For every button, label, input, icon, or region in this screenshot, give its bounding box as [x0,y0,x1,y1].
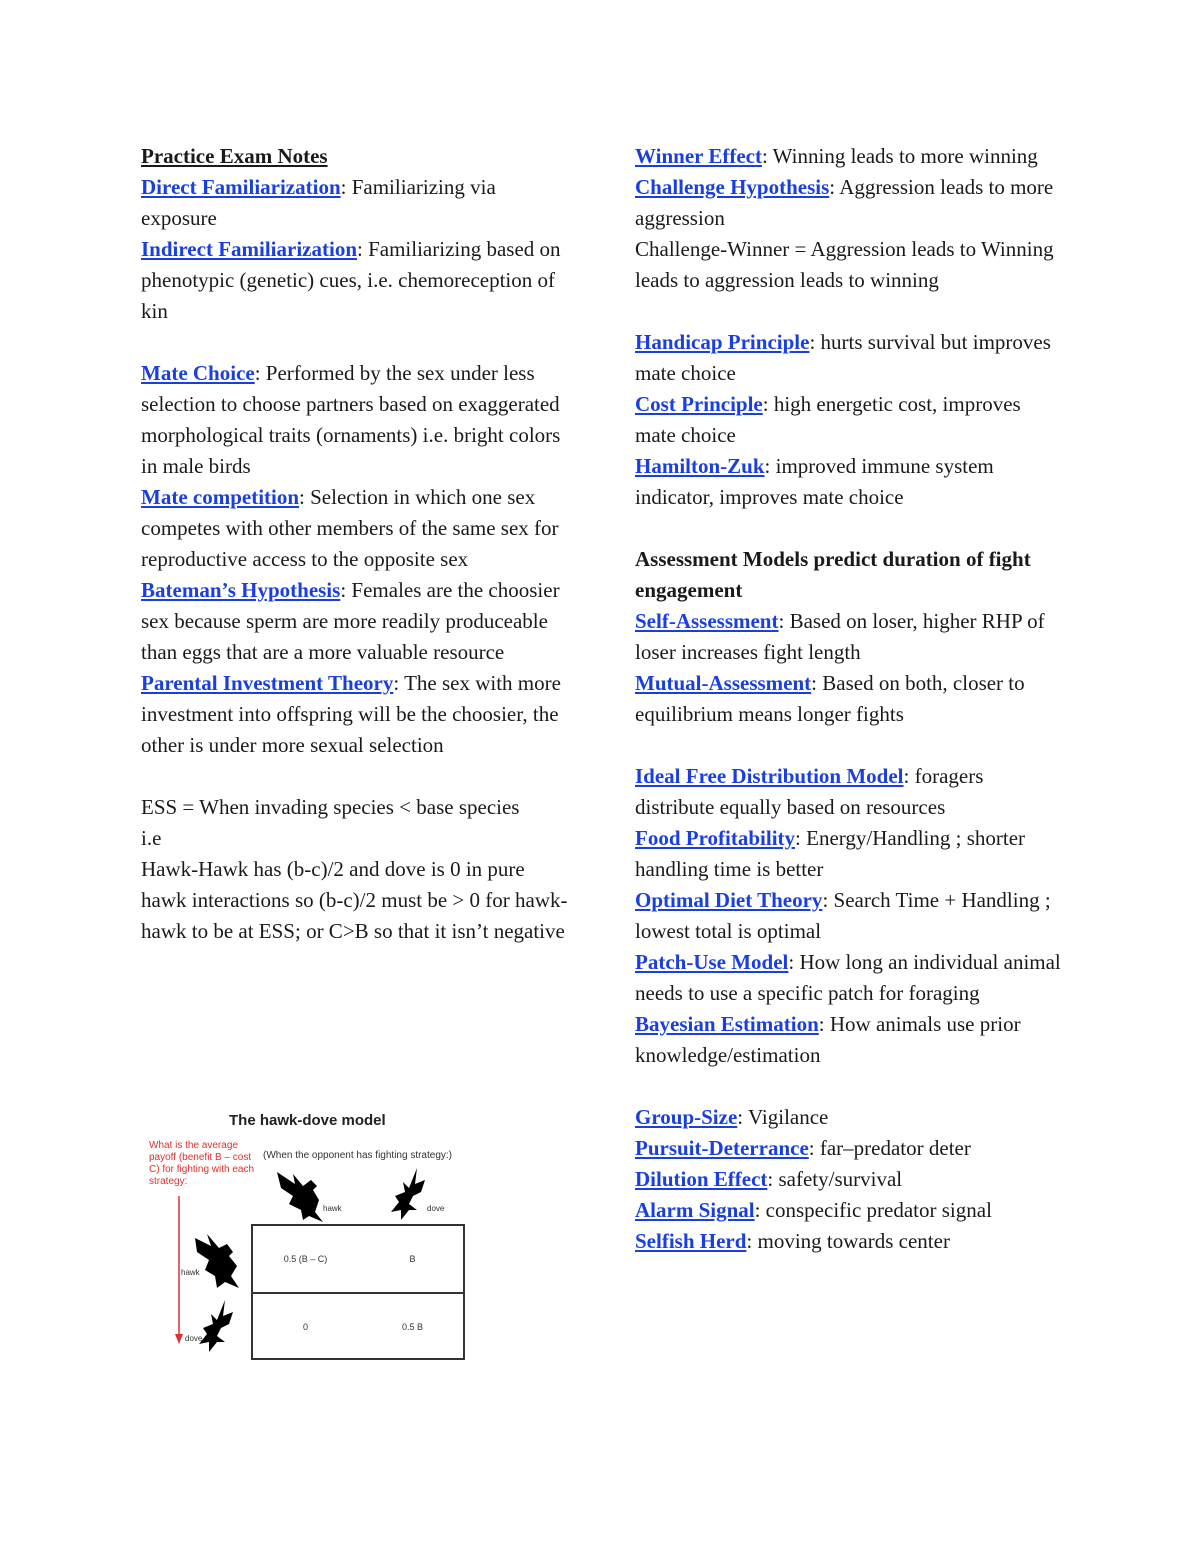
right-column [635,141,1065,1257]
page-title: Practice Exam Notes [141,144,328,168]
definition-entry [635,606,1065,668]
term-link[interactable]: Bayesian Estimation [635,1012,819,1036]
payoff-cell-hawk-dove: B [409,1253,416,1264]
definition-entry [141,575,571,668]
definition-text: : The sex with more investment into offspring will be the choosier, the other is under more sexual selection [141,671,561,757]
definition-entry [141,358,571,482]
definition-entry [635,389,1065,451]
definition-entry [635,327,1065,389]
term-link[interactable]: Selfish Herd [635,1229,747,1253]
definition-text: : Familiarizing based on phenotypic (genetic) cues, i.e. chemoreception of kin [141,237,561,323]
assessment-heading: Assessment Models predict duration of fight engagement [635,547,1031,602]
definition-text: : foragers distribute equally based on resources [635,764,984,819]
payoff-cell-hawk-hawk: 0.5 (B – C) [283,1253,328,1264]
spacer [635,513,1065,544]
definition-entry [141,234,571,327]
definition-entry [635,1102,1065,1133]
definition-entry [635,1226,1065,1257]
definition-entry [635,823,1065,885]
spacer [141,327,571,358]
figure-title: The hawk-dove model [229,1112,386,1129]
ie-text: i.e [141,826,162,850]
term-link[interactable]: Mutual-Assessment [635,671,812,695]
term-link[interactable]: Bateman’s Hypothesis [141,578,341,602]
term-link[interactable]: Mate competition [141,485,300,509]
definition-text: : Energy/Handling ; shorter handling time is better [635,826,1026,881]
definition-entry [635,668,1065,730]
spacer [635,296,1065,327]
dove-label: dove [185,1334,203,1343]
term-link[interactable]: Self-Assessment [635,609,779,633]
challenge-winner-text: Challenge-Winner = Aggression leads to Winning leads to aggression leads to winning [635,237,1054,292]
definition-entry [141,172,571,234]
term-link[interactable]: Parental Investment Theory [141,671,394,695]
term-link[interactable]: Alarm Signal [635,1198,755,1222]
definition-text: : Performed by the sex under less selection to choose partners based on exaggerated morphological traits (ornaments) i.e. bright colors in male birds [141,361,561,478]
definition-entry [635,1164,1065,1195]
definition-text: : Vigilance [737,1105,829,1129]
definition-entry [635,451,1065,513]
definition-text: : far–predator deter [808,1136,971,1160]
term-link[interactable]: Optimal Diet Theory [635,888,823,912]
definition-text: : safety/survival [767,1167,903,1191]
definition-entry [635,1133,1065,1164]
term-link[interactable]: Cost Principle [635,392,763,416]
figure-question: What is the average payoff (benefit B – cost C) for fighting with each strategy: [149,1140,255,1187]
hawk-hawk-explanation: Hawk-Hawk has (b-c)/2 and dove is 0 in pure hawk interactions so (b-c)/2 must be > 0 for hawk-hawk to be at ESS; or C>B so that it isn’t negative [141,857,568,943]
definition-entry [141,668,571,761]
term-link[interactable]: Challenge Hypothesis [635,175,830,199]
payoff-matrix [251,1224,465,1360]
term-link[interactable]: Handicap Principle [635,330,810,354]
definition-entry [635,761,1065,823]
definition-text: : high energetic cost, improves mate choice [635,392,1021,447]
hawk-dove-figure [141,1108,481,1368]
term-link[interactable]: Indirect Familiarization [141,237,357,261]
definition-text: : Search Time + Handling ; lowest total is optimal [635,888,1051,943]
definition-text: : Familiarizing via exposure [141,175,496,230]
definition-entry [141,482,571,575]
dove-label: dove [427,1204,445,1213]
definition-text: : How long an individual animal needs to use a specific patch for foraging [635,950,1061,1005]
term-link[interactable]: Mate Choice [141,361,255,385]
payoff-cell-dove-dove: 0.5 B [401,1321,423,1332]
hawk-label: hawk [323,1204,342,1213]
definition-text: : conspecific predator signal [754,1198,992,1222]
ess-definition: ESS = When invading species < base species [141,795,520,819]
definition-text: : Selection in which one sex competes with other members of the same sex for reproductive access to the opposite sex [141,485,559,571]
term-link[interactable]: Food Profitability [635,826,796,850]
definition-text: : improved immune system indicator, improves mate choice [635,454,994,509]
payoff-cell-dove-hawk: 0 [302,1321,308,1332]
figure-opponent-caption: (When the opponent has fighting strategy:) [263,1150,453,1161]
definition-text: : Winning leads to more winning [761,144,1038,168]
definition-text: : Based on both, closer to equilibrium means longer fights [635,671,1025,726]
left-column [141,141,571,947]
spacer [635,1071,1065,1102]
spacer [141,761,571,792]
definition-entry [635,947,1065,1009]
dove-silhouette-icon [195,1298,241,1354]
definition-text: : Aggression leads to more aggression [635,175,1054,230]
term-link[interactable]: Direct Familiarization [141,175,341,199]
term-link[interactable]: Hamilton-Zuk [635,454,765,478]
spacer [635,730,1065,761]
definition-text: : Based on loser, higher RHP of loser increases fight length [635,609,1045,664]
term-link[interactable]: Dilution Effect [635,1167,768,1191]
term-link[interactable]: Winner Effect [635,144,762,168]
term-link[interactable]: Pursuit-Deterrance [635,1136,809,1160]
term-link[interactable]: Patch-Use Model [635,950,789,974]
definition-entry [635,1195,1065,1226]
hawk-label: hawk [181,1268,200,1277]
term-link[interactable]: Ideal Free Distribution Model [635,764,904,788]
definition-text: : How animals use prior knowledge/estimation [635,1012,1021,1067]
definition-entry [635,172,1065,234]
definition-entry [635,1009,1065,1071]
definition-entry [635,885,1065,947]
hawk-silhouette-icon [191,1230,243,1292]
term-link[interactable]: Group-Size [635,1105,738,1129]
definition-entry [635,141,1065,172]
definition-text: : moving towards center [746,1229,950,1253]
hawk-silhouette-icon [273,1166,335,1224]
definition-text: : hurts survival but improves mate choice [635,330,1051,385]
definition-text: : Females are the choosier sex because sperm are more readily produceable than eggs that are a more valuable resource [141,578,560,664]
